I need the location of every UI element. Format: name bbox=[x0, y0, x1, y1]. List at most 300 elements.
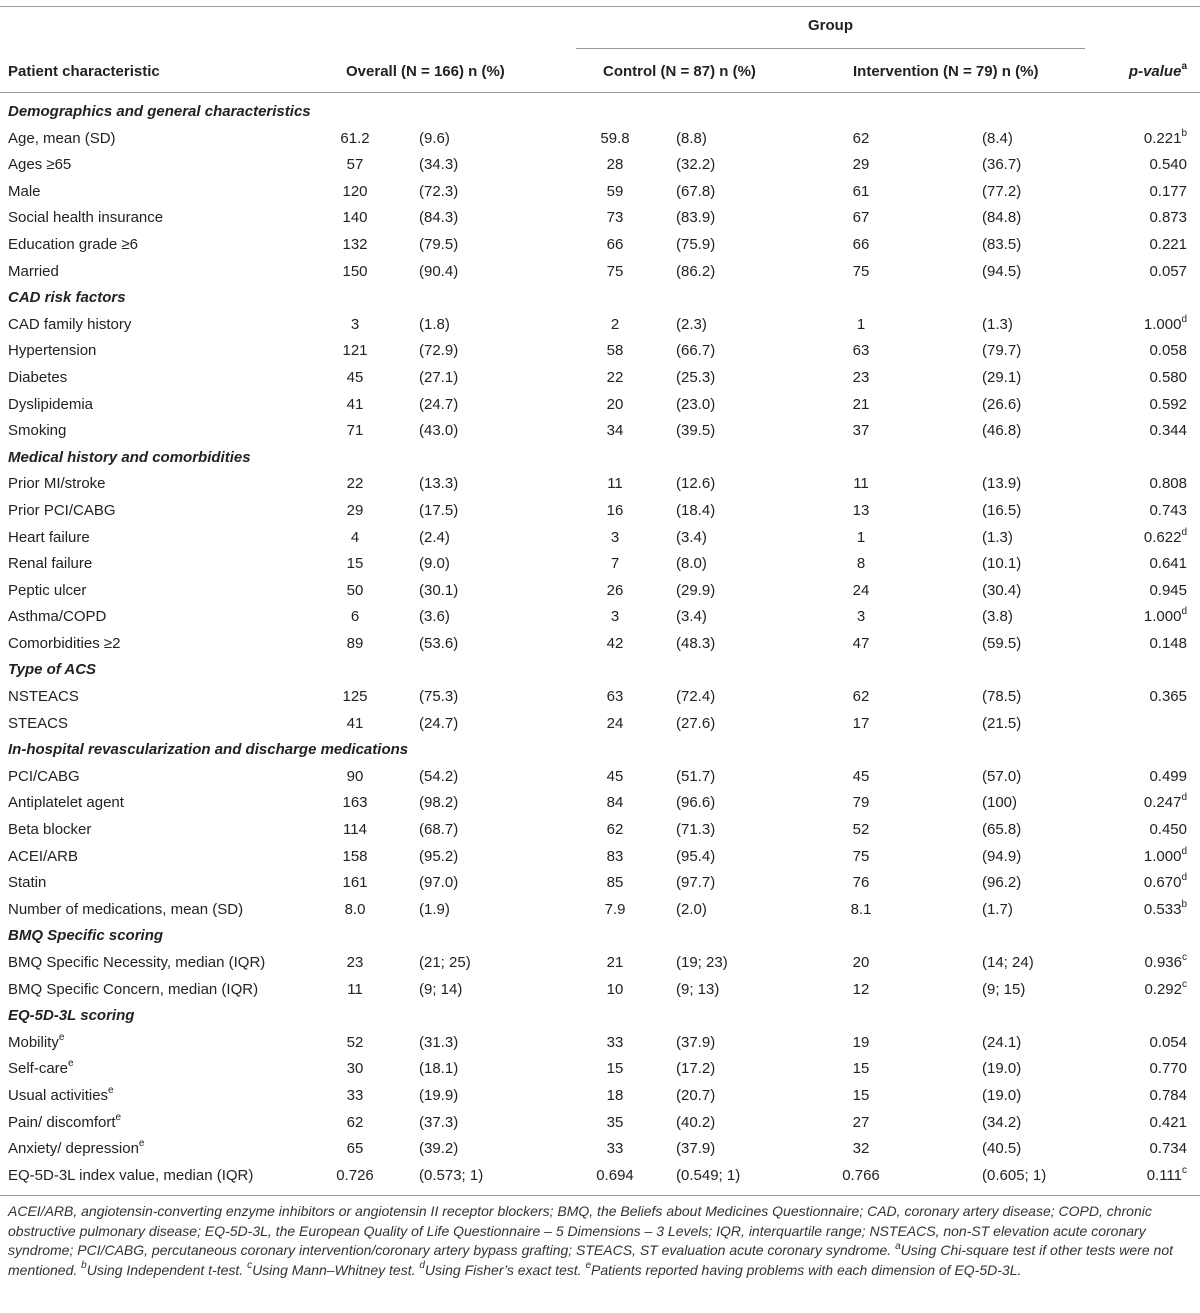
overall-n-cell: 11 bbox=[347, 980, 363, 998]
table-row bbox=[0, 259, 1200, 286]
row-label-text: Number of medications, mean (SD) bbox=[8, 900, 244, 918]
intervention-n-cell: 1 bbox=[856, 315, 866, 333]
row-label bbox=[8, 688, 79, 705]
row-label-text: Age, mean (SD) bbox=[8, 129, 116, 147]
overall-n-cell: 61.2 bbox=[340, 129, 370, 147]
row-label bbox=[8, 156, 71, 173]
pvalue-text: 0.365 bbox=[1149, 688, 1187, 706]
pvalue-cell bbox=[1149, 263, 1187, 280]
row-label-text: PCI/CABG bbox=[8, 767, 80, 785]
table-row bbox=[0, 977, 1200, 1004]
pvalue-text: 1.000 bbox=[1143, 608, 1182, 626]
overall-n-cell: 121 bbox=[342, 342, 368, 360]
control-n-cell: 73 bbox=[606, 209, 624, 227]
control-n-cell: 63 bbox=[606, 688, 624, 706]
row-label bbox=[8, 209, 163, 226]
table-row bbox=[0, 950, 1200, 977]
row-label bbox=[8, 369, 67, 386]
section-header-row bbox=[0, 445, 1200, 472]
pvalue-text: 0.808 bbox=[1149, 475, 1187, 493]
pvalue-cell bbox=[1149, 502, 1187, 519]
overall-pct-cell: (27.1) bbox=[419, 368, 459, 386]
intervention-pct-cell: (13.9) bbox=[982, 475, 1022, 493]
control-pct-cell: (32.2) bbox=[676, 156, 716, 174]
pvalue-text: 1.000 bbox=[1143, 847, 1182, 865]
control-n-cell: 75 bbox=[606, 262, 624, 280]
intervention-pct-cell: (59.5) bbox=[982, 634, 1022, 652]
control-n-cell: 21 bbox=[606, 954, 624, 971]
control-n-cell: 58 bbox=[606, 342, 624, 360]
footnote-mark: e bbox=[585, 1260, 592, 1272]
footnote-mark: c bbox=[247, 1260, 253, 1272]
control-n-cell: 62 bbox=[606, 821, 624, 839]
intervention-pct-cell: (16.5) bbox=[982, 501, 1022, 519]
pvalue-cell bbox=[1143, 313, 1187, 333]
row-label-text: Education grade ≥6 bbox=[8, 235, 138, 253]
overall-n-cell: 8.0 bbox=[344, 900, 366, 918]
control-pct-cell: (40.2) bbox=[676, 1113, 716, 1131]
row-label-text: Prior MI/stroke bbox=[8, 475, 106, 493]
row-label-text: CAD family history bbox=[8, 315, 132, 333]
row-label bbox=[8, 475, 106, 492]
overall-pct-cell: (90.4) bbox=[419, 262, 459, 280]
intervention-pct-cell: (21.5) bbox=[982, 714, 1022, 732]
row-label-sup: e bbox=[138, 1138, 145, 1150]
section-title bbox=[8, 289, 126, 306]
intervention-pct-cell: (19.0) bbox=[982, 1060, 1022, 1078]
pvalue-text: 0.533 bbox=[1143, 900, 1182, 918]
pvalue-text: 0.670 bbox=[1143, 874, 1182, 892]
table-row bbox=[0, 844, 1200, 871]
header-pvalue bbox=[1129, 63, 1187, 80]
pvalue-cell bbox=[1149, 342, 1187, 359]
overall-pct-cell: (95.2) bbox=[419, 847, 459, 865]
section-header-row bbox=[0, 1003, 1200, 1030]
overall-pct-cell: (30.1) bbox=[419, 581, 459, 599]
intervention-pct-cell: (83.5) bbox=[982, 235, 1022, 253]
control-n-cell: 11 bbox=[607, 475, 623, 493]
row-label-text: Prior PCI/CABG bbox=[8, 501, 116, 519]
control-pct-cell: (51.7) bbox=[676, 767, 716, 785]
section-header-row bbox=[0, 923, 1200, 950]
pvalue-text: 0.873 bbox=[1149, 209, 1187, 227]
row-label bbox=[8, 821, 91, 838]
pvalue-sup: b bbox=[1181, 127, 1187, 139]
overall-n-cell: 89 bbox=[346, 634, 364, 652]
overall-n-cell: 114 bbox=[343, 821, 367, 839]
control-n-cell: 84 bbox=[606, 794, 624, 812]
control-n-cell: 35 bbox=[606, 1113, 624, 1131]
row-label bbox=[8, 981, 258, 998]
intervention-n-cell: 76 bbox=[852, 874, 870, 892]
table-row bbox=[0, 179, 1200, 206]
control-pct-cell: (20.7) bbox=[676, 1086, 716, 1104]
row-label bbox=[8, 715, 68, 732]
overall-n-cell: 41 bbox=[346, 395, 364, 413]
intervention-pct-cell: (26.6) bbox=[982, 395, 1022, 413]
intervention-pct-cell: (8.4) bbox=[982, 129, 1013, 147]
overall-n-cell: 62 bbox=[346, 1113, 364, 1131]
table-row bbox=[0, 471, 1200, 498]
pvalue-cell bbox=[1149, 1034, 1187, 1051]
row-label-text: Pain/ discomfort bbox=[8, 1113, 116, 1131]
intervention-n-cell: 75 bbox=[852, 847, 870, 865]
table-row bbox=[0, 498, 1200, 525]
intervention-n-cell: 15 bbox=[852, 1060, 870, 1078]
row-label bbox=[8, 954, 265, 971]
row-label bbox=[8, 768, 80, 785]
table-row bbox=[0, 126, 1200, 153]
footnote-mark: d bbox=[419, 1260, 425, 1272]
overall-pct-cell: (54.2) bbox=[419, 767, 459, 785]
row-label-sup: e bbox=[115, 1111, 122, 1123]
overall-pct-cell: (24.7) bbox=[419, 395, 459, 413]
row-label-text: Self-care bbox=[8, 1060, 69, 1078]
row-label-text: Social health insurance bbox=[8, 209, 164, 227]
control-n-cell: 33 bbox=[606, 1140, 624, 1158]
table-row bbox=[0, 525, 1200, 552]
intervention-n-cell: 29 bbox=[852, 156, 870, 174]
overall-n-cell: 161 bbox=[342, 874, 368, 892]
row-label-text: BMQ Specific scoring bbox=[8, 927, 164, 945]
pvalue-cell bbox=[1143, 526, 1187, 546]
row-label-text: BMQ Specific Concern, median (IQR) bbox=[8, 980, 259, 998]
row-label-text: Diabetes bbox=[8, 368, 68, 386]
row-label bbox=[8, 316, 131, 333]
row-label-sup: e bbox=[108, 1084, 114, 1096]
intervention-n-cell: 27 bbox=[852, 1113, 870, 1131]
pvalue-sup: d bbox=[1181, 606, 1187, 618]
row-label-text: Heart failure bbox=[8, 528, 90, 546]
group-header-rule bbox=[576, 48, 1085, 49]
control-n-cell: 85 bbox=[606, 874, 624, 892]
pvalue-text: 0.221 bbox=[1149, 235, 1187, 253]
control-pct-cell: (18.4) bbox=[676, 501, 716, 519]
overall-pct-cell: (53.6) bbox=[419, 634, 459, 652]
control-pct-cell: (3.4) bbox=[676, 608, 707, 626]
overall-n-cell: 132 bbox=[342, 235, 368, 253]
table-footnote bbox=[8, 1202, 1192, 1280]
intervention-pct-cell: (57.0) bbox=[982, 767, 1022, 785]
table-top-rule bbox=[0, 6, 1200, 7]
intervention-n-cell: 62 bbox=[852, 129, 870, 147]
pvalue-text: 0.058 bbox=[1149, 342, 1187, 360]
control-pct-cell: (66.7) bbox=[676, 342, 716, 360]
overall-n-cell: 0.726 bbox=[336, 1166, 374, 1184]
overall-pct-cell: (17.5) bbox=[419, 501, 459, 519]
intervention-pct-cell: (1.7) bbox=[982, 900, 1013, 918]
row-label bbox=[8, 1140, 144, 1157]
intervention-pct-cell: (19.0) bbox=[982, 1086, 1022, 1104]
row-label bbox=[8, 1167, 253, 1184]
control-n-cell: 10 bbox=[606, 980, 624, 998]
control-n-cell: 2 bbox=[610, 315, 620, 333]
row-label-text: Anxiety/ depression bbox=[8, 1140, 139, 1158]
intervention-n-cell: 52 bbox=[852, 821, 870, 839]
pvalue-cell bbox=[1149, 1140, 1187, 1157]
overall-pct-cell: (68.7) bbox=[419, 821, 459, 839]
control-pct-cell: (72.4) bbox=[676, 688, 716, 706]
intervention-pct-cell: (77.2) bbox=[982, 182, 1022, 200]
intervention-n-cell: 23 bbox=[852, 368, 870, 386]
overall-pct-cell: (31.3) bbox=[419, 1033, 459, 1051]
control-n-cell: 26 bbox=[606, 581, 624, 599]
row-label-text: BMQ Specific Necessity, median (IQR) bbox=[8, 954, 266, 971]
overall-n-cell: 125 bbox=[342, 688, 368, 706]
row-label-text: EQ-5D-3L index value, median (IQR) bbox=[8, 1166, 254, 1184]
overall-pct-cell: (9.0) bbox=[419, 555, 450, 573]
intervention-pct-cell: (29.1) bbox=[982, 368, 1022, 386]
table-row bbox=[0, 152, 1200, 179]
row-label-text: Dyslipidemia bbox=[8, 395, 94, 413]
control-pct-cell: (48.3) bbox=[676, 634, 716, 652]
intervention-pct-cell: (1.3) bbox=[982, 528, 1013, 546]
intervention-pct-cell: (0.605; 1) bbox=[982, 1166, 1047, 1184]
control-n-cell: 33 bbox=[606, 1033, 624, 1051]
header-intervention: Intervention (N = 79) n (%) bbox=[853, 63, 1039, 80]
control-pct-cell: (3.4) bbox=[676, 528, 707, 546]
pvalue-text: 0.945 bbox=[1149, 581, 1187, 599]
row-label-text: Peptic ulcer bbox=[8, 581, 87, 599]
intervention-pct-cell: (9; 15) bbox=[982, 980, 1026, 998]
intervention-n-cell: 13 bbox=[852, 501, 870, 519]
table-row bbox=[0, 711, 1200, 738]
row-label-sup: e bbox=[58, 1031, 65, 1043]
table-row bbox=[0, 1083, 1200, 1110]
row-label-text: Antiplatelet agent bbox=[8, 794, 124, 812]
control-pct-cell: (37.9) bbox=[676, 1033, 716, 1051]
overall-n-cell: 3 bbox=[350, 315, 360, 333]
section-title bbox=[8, 661, 96, 678]
intervention-n-cell: 17 bbox=[852, 714, 870, 732]
control-n-cell: 22 bbox=[606, 368, 624, 386]
control-pct-cell: (25.3) bbox=[676, 368, 716, 386]
row-label-text: STEACS bbox=[8, 714, 69, 732]
intervention-n-cell: 63 bbox=[852, 342, 870, 360]
pvalue-text: 0.734 bbox=[1149, 1140, 1187, 1158]
overall-pct-cell: (19.9) bbox=[419, 1086, 459, 1104]
header-rule bbox=[0, 92, 1200, 93]
row-label bbox=[8, 794, 124, 811]
overall-n-cell: 15 bbox=[346, 555, 364, 573]
overall-pct-cell: (98.2) bbox=[419, 794, 459, 812]
control-pct-cell: (96.6) bbox=[676, 794, 716, 812]
overall-pct-cell: (2.4) bbox=[419, 528, 450, 546]
intervention-pct-cell: (96.2) bbox=[982, 874, 1022, 892]
overall-n-cell: 65 bbox=[346, 1140, 364, 1158]
section-title bbox=[8, 927, 163, 944]
pvalue-sup: d bbox=[1181, 526, 1187, 538]
overall-pct-cell: (72.3) bbox=[419, 182, 459, 200]
pvalue-cell bbox=[1146, 1164, 1187, 1184]
pvalue-text: 0.057 bbox=[1149, 262, 1187, 280]
intervention-pct-cell: (94.5) bbox=[982, 262, 1022, 280]
intervention-n-cell: 45 bbox=[852, 767, 870, 785]
row-label-text: Asthma/COPD bbox=[8, 608, 107, 626]
table-row bbox=[0, 897, 1200, 924]
pvalue-cell bbox=[1149, 1060, 1187, 1077]
pvalue-text: 0.344 bbox=[1149, 422, 1187, 440]
row-label-text: CAD risk factors bbox=[8, 289, 126, 307]
control-n-cell: 15 bbox=[606, 1060, 624, 1078]
control-pct-cell: (97.7) bbox=[676, 874, 716, 892]
pvalue-text: 0.292 bbox=[1144, 980, 1182, 998]
pvalue-cell bbox=[1149, 821, 1187, 838]
control-n-cell: 7 bbox=[610, 555, 620, 573]
control-n-cell: 83 bbox=[606, 847, 624, 865]
pvalue-sup: d bbox=[1181, 792, 1187, 804]
control-n-cell: 28 bbox=[606, 156, 624, 174]
control-pct-cell: (2.3) bbox=[676, 315, 707, 333]
pvalue-sup: d bbox=[1181, 872, 1187, 884]
pvalue-cell bbox=[1149, 396, 1187, 413]
overall-pct-cell: (39.2) bbox=[419, 1140, 459, 1158]
pvalue-sup: d bbox=[1181, 845, 1187, 857]
intervention-pct-cell: (84.8) bbox=[982, 209, 1022, 227]
table-row bbox=[0, 764, 1200, 791]
overall-n-cell: 30 bbox=[346, 1060, 364, 1078]
header-characteristic: Patient characteristic bbox=[8, 63, 160, 80]
row-label bbox=[8, 529, 90, 546]
overall-pct-cell: (75.3) bbox=[419, 688, 459, 706]
overall-pct-cell: (97.0) bbox=[419, 874, 459, 892]
pvalue-text: 0.247 bbox=[1143, 794, 1182, 812]
row-label bbox=[8, 1031, 65, 1051]
control-pct-cell: (67.8) bbox=[676, 182, 716, 200]
footnote-text: Using Mann–Whitney test. bbox=[252, 1261, 416, 1278]
pvalue-text: 0.743 bbox=[1149, 501, 1187, 519]
intervention-n-cell: 61 bbox=[852, 182, 870, 200]
section-header-row bbox=[0, 99, 1200, 126]
control-n-cell: 7.9 bbox=[604, 900, 626, 918]
row-label-text: Type of ACS bbox=[8, 661, 97, 679]
intervention-n-cell: 11 bbox=[853, 475, 869, 493]
table-row bbox=[0, 338, 1200, 365]
pvalue-text: 0.177 bbox=[1149, 182, 1187, 200]
pvalue-cell bbox=[1149, 236, 1187, 253]
control-pct-cell: (2.0) bbox=[676, 900, 707, 918]
pvalue-cell bbox=[1143, 898, 1187, 918]
header-overall: Overall (N = 166) n (%) bbox=[346, 63, 505, 80]
overall-pct-cell: (9; 14) bbox=[419, 980, 463, 998]
pvalue-text: 0.770 bbox=[1149, 1060, 1187, 1078]
intervention-pct-cell: (10.1) bbox=[982, 555, 1022, 573]
overall-n-cell: 29 bbox=[346, 501, 364, 519]
overall-pct-cell: (3.6) bbox=[419, 608, 450, 626]
pvalue-cell bbox=[1144, 794, 1187, 811]
control-pct-cell: (0.549; 1) bbox=[676, 1166, 741, 1184]
row-label-text: Renal failure bbox=[8, 555, 93, 573]
table-row bbox=[0, 392, 1200, 419]
row-label bbox=[8, 635, 120, 652]
control-n-cell: 66 bbox=[606, 235, 624, 253]
header-control: Control (N = 87) n (%) bbox=[603, 63, 756, 80]
footnote-mark: b bbox=[81, 1260, 87, 1272]
row-label bbox=[8, 183, 41, 200]
pvalue-cell bbox=[1149, 475, 1187, 492]
row-label bbox=[8, 1084, 114, 1104]
row-label bbox=[8, 582, 86, 599]
intervention-pct-cell: (78.5) bbox=[982, 688, 1022, 706]
intervention-n-cell: 66 bbox=[852, 235, 870, 253]
control-pct-cell: (37.9) bbox=[676, 1140, 716, 1158]
row-label-text: Hypertension bbox=[8, 342, 97, 360]
table-row bbox=[0, 817, 1200, 844]
control-n-cell: 34 bbox=[606, 422, 624, 440]
pvalue-sup: b bbox=[1181, 898, 1187, 910]
table-bottom-rule bbox=[0, 1195, 1200, 1196]
control-pct-cell: (12.6) bbox=[676, 475, 716, 493]
pvalue-cell bbox=[1144, 978, 1187, 998]
control-pct-cell: (8.0) bbox=[676, 555, 707, 573]
overall-pct-cell: (79.5) bbox=[419, 235, 459, 253]
row-label bbox=[8, 1111, 122, 1131]
control-n-cell: 0.694 bbox=[596, 1166, 634, 1184]
section-title bbox=[8, 1007, 134, 1024]
control-pct-cell: (8.8) bbox=[676, 129, 707, 147]
overall-pct-cell: (84.3) bbox=[419, 209, 459, 227]
row-label bbox=[8, 130, 116, 147]
overall-pct-cell: (34.3) bbox=[419, 156, 459, 174]
overall-n-cell: 50 bbox=[346, 581, 364, 599]
pvalue-cell bbox=[1149, 183, 1187, 200]
section-header-row bbox=[0, 657, 1200, 684]
row-label bbox=[8, 236, 138, 253]
pvalue-text: 0.936 bbox=[1144, 954, 1182, 971]
control-pct-cell: (75.9) bbox=[676, 235, 716, 253]
overall-n-cell: 41 bbox=[346, 714, 364, 732]
overall-n-cell: 22 bbox=[346, 475, 364, 493]
control-n-cell: 18 bbox=[606, 1086, 624, 1104]
pvalue-cell bbox=[1149, 422, 1187, 439]
row-label-text: Comorbidities ≥2 bbox=[8, 634, 121, 652]
pvalue-text: 0.421 bbox=[1149, 1113, 1187, 1131]
intervention-pct-cell: (24.1) bbox=[982, 1033, 1022, 1051]
pvalue-cell bbox=[1149, 635, 1187, 652]
pvalue-cell bbox=[1149, 555, 1187, 572]
intervention-n-cell: 8.1 bbox=[850, 900, 872, 918]
row-label-text: In-hospital revascularization and discharge medications bbox=[8, 741, 409, 759]
intervention-pct-cell: (30.4) bbox=[982, 581, 1022, 599]
pvalue-cell bbox=[1143, 127, 1187, 147]
control-pct-cell: (27.6) bbox=[676, 714, 716, 732]
table-row bbox=[0, 205, 1200, 232]
pvalue-text: 0.148 bbox=[1149, 634, 1187, 652]
pvalue-text: 0.054 bbox=[1149, 1033, 1187, 1051]
footnote-text: Using Fisher’s exact test. bbox=[424, 1261, 582, 1278]
overall-n-cell: 45 bbox=[346, 368, 364, 386]
pvalue-cell bbox=[1149, 1114, 1187, 1131]
row-label bbox=[8, 874, 46, 891]
row-label bbox=[8, 263, 59, 280]
pvalue-text: 0.622 bbox=[1143, 528, 1182, 546]
intervention-pct-cell: (1.3) bbox=[982, 315, 1013, 333]
footnote-text: Using Independent t-test. bbox=[86, 1261, 244, 1278]
overall-pct-cell: (0.573; 1) bbox=[419, 1166, 484, 1184]
intervention-n-cell: 12 bbox=[852, 980, 870, 998]
control-n-cell: 3 bbox=[610, 608, 620, 626]
row-label-text: NSTEACS bbox=[8, 688, 79, 706]
row-label bbox=[8, 555, 92, 572]
intervention-n-cell: 1 bbox=[856, 528, 866, 546]
control-pct-cell: (23.0) bbox=[676, 395, 716, 413]
control-pct-cell: (71.3) bbox=[676, 821, 716, 839]
pvalue-cell bbox=[1144, 608, 1187, 625]
overall-pct-cell: (18.1) bbox=[419, 1060, 459, 1078]
pvalue-text: 0.641 bbox=[1149, 555, 1187, 573]
intervention-n-cell: 8 bbox=[856, 555, 866, 573]
row-label-text: Married bbox=[8, 262, 59, 280]
